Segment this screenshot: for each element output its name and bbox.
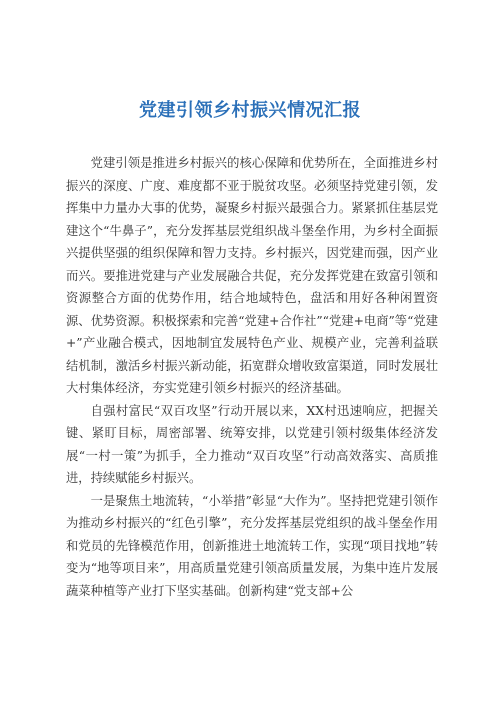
document-title: 党建引领乡村振兴情况汇报 (139, 100, 361, 121)
paragraph: 党建引领是推进乡村振兴的核心保障和优势所在，全面推进乡村振兴的深度、广度、难度都不亚于脱贫攻坚。必须坚持党建引领，发挥集中力量办大事的优势，凝聚乡村振兴最强合力。紧紧抓住基层党建这个“牛鼻子”，充分发挥基层党组织战斗堡垒作用，为乡村全面振兴提供坚强的组织保障和智力支持。乡村振兴，因党建而强，因产业而兴。要推进党建与产业发展融合共促，充分发挥党建在致富引领和资源整合方面的优势作用，结合地域特色，盘活和用好各种闲置资源、优势资源。积极探索和完善“党建+合作社”“党建+电商”等“党建+”产业融合模式，因地制宜发展特色产业、规模产业，完善利益联结机制，激活乡村振兴新动能，拓宽群众增收致富渠道，同时发展壮大村集体经济，夯实党建引领乡村振兴的经济基础。 (66, 156, 438, 395)
document-body (66, 152, 438, 602)
paragraph: 自强村富民“双百攻坚”行动开展以来，XX村迅速响应，把握关键、紧盯目标，周密部署、统筹安排，以党建引领村级集体经济发展“一村一策”为抓手，全力推动“双百攻坚”行动高效落实、高质推进，持续赋能乡村振兴。 (66, 403, 438, 485)
paragraph: 一是聚焦土地流转，“小举措”彰显“大作为”。坚持把党建引领作为推动乡村振兴的“红色引擎”，充分发挥基层党组织的战斗堡垒作用和党员的先锋模范作用，创新推进土地流转工作，实现“项目找地”转变为“地等项目来”，用高质量党建引领高质量发展，为集中连片发展蔬菜种植等产业打下坚实基础。创新构建“党支部+公 (66, 493, 438, 598)
